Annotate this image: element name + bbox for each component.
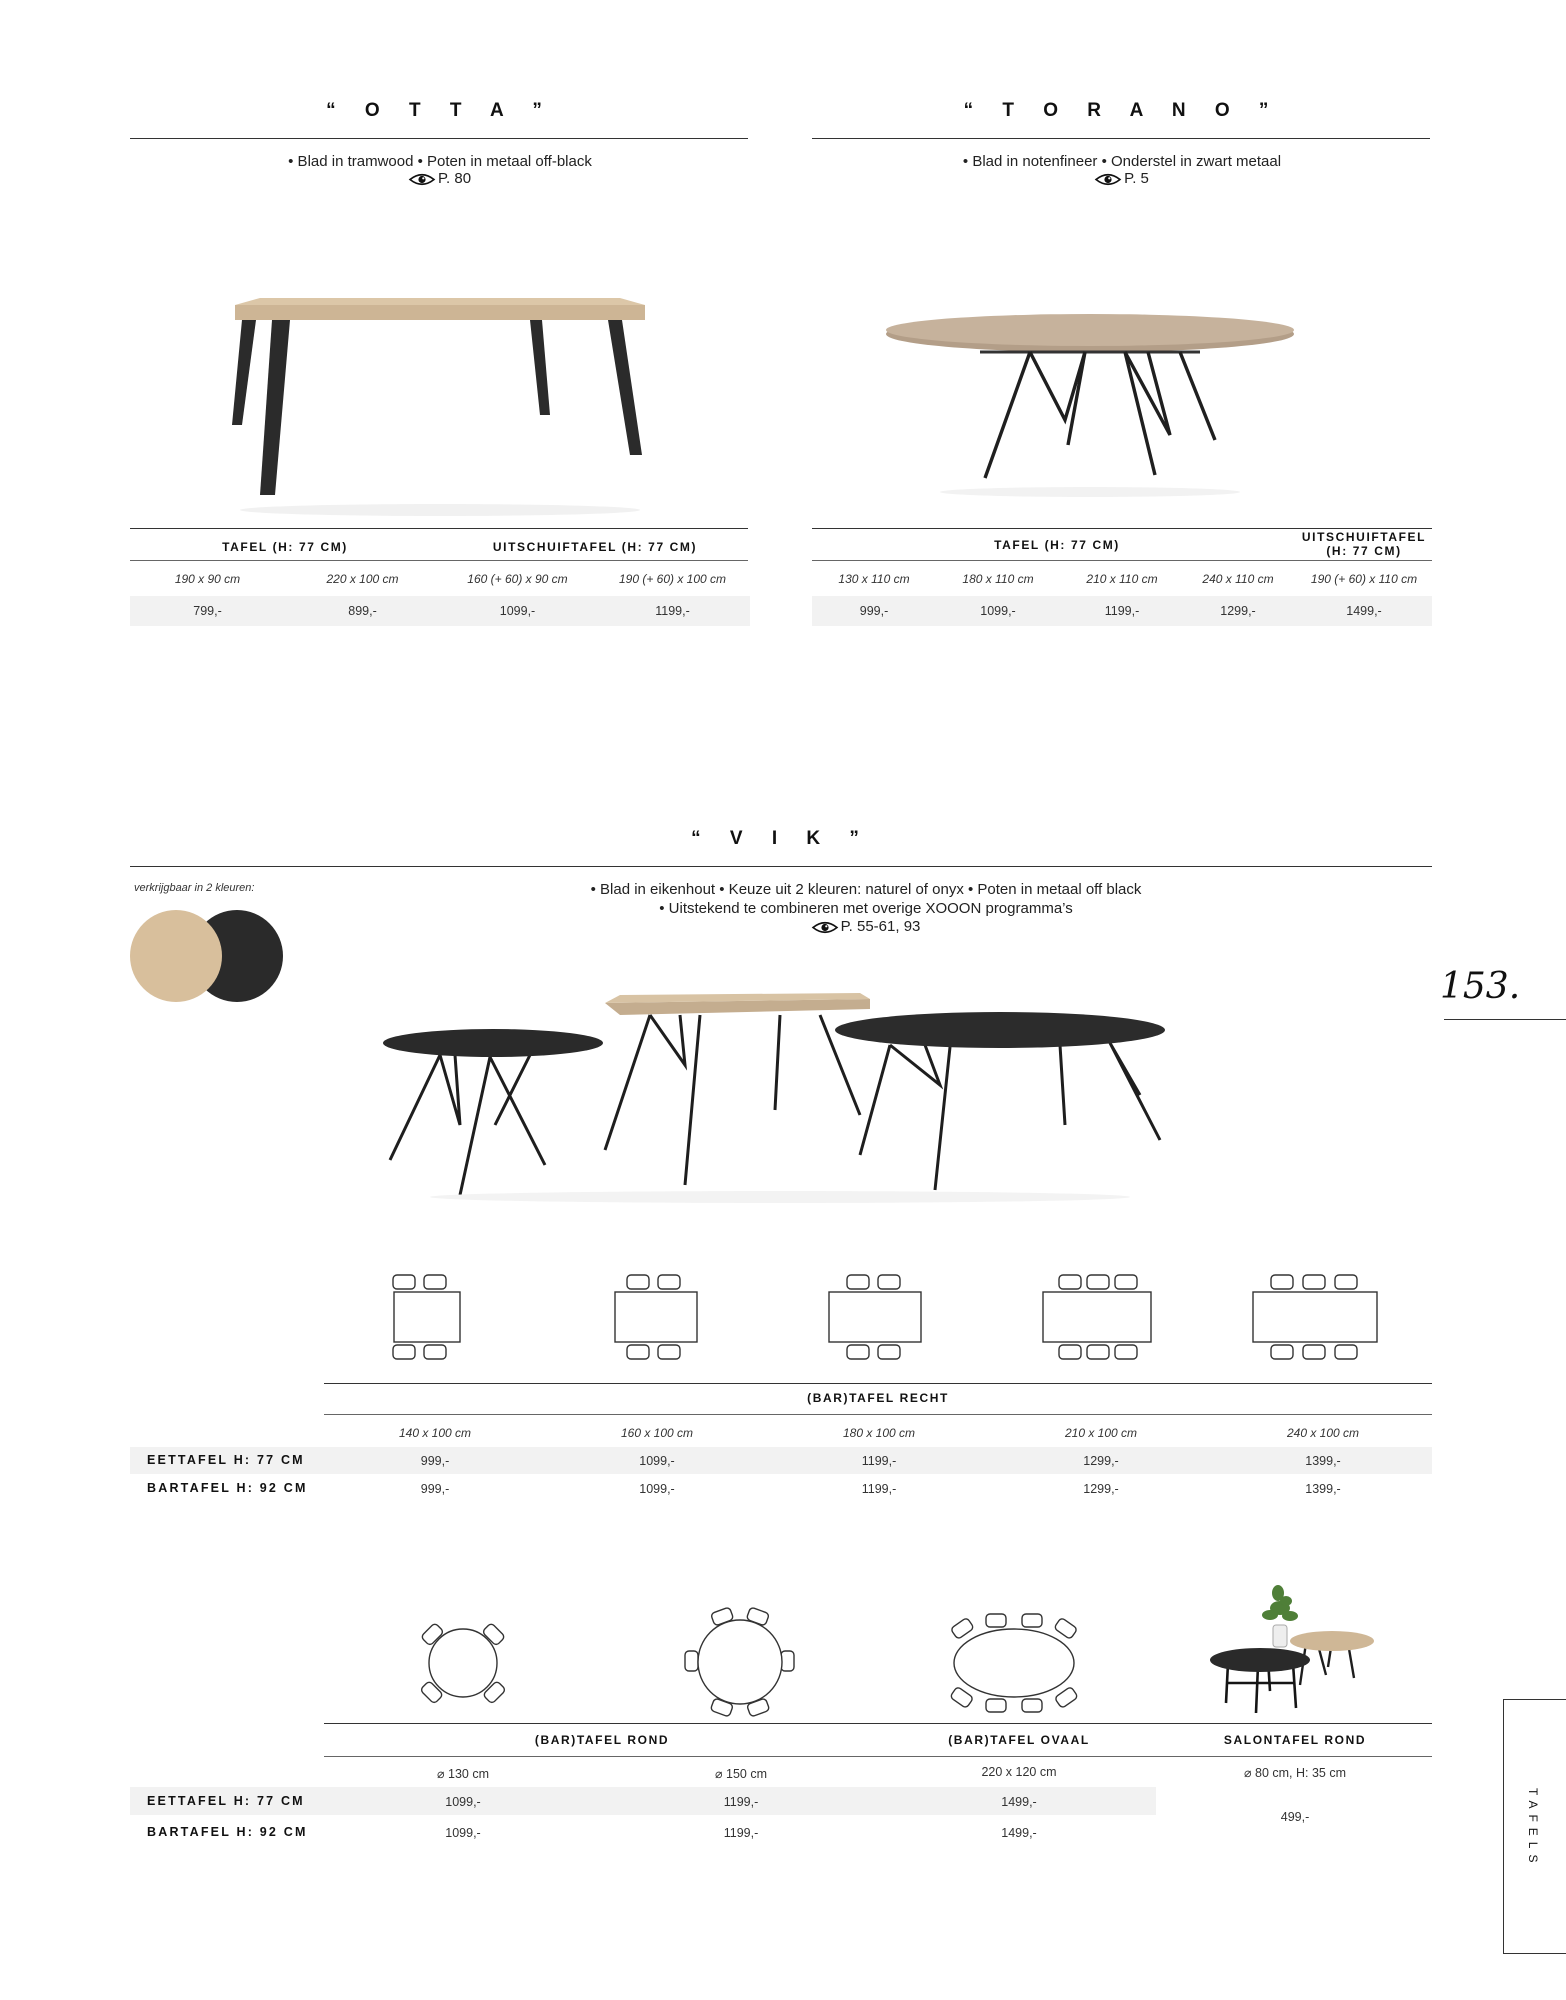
otta-header-uitschuif: UITSCHUIFTAFEL (H: 77 CM): [492, 540, 698, 554]
torano-size-2: 180 x 110 cm: [962, 572, 1034, 586]
recht-row-1-price-1: 999,-: [420, 1454, 450, 1468]
recht-row-2-price-4: 1299,-: [1083, 1482, 1119, 1496]
vik-tables-image: [380, 985, 1180, 1205]
rond-row-2-label: BARTAFEL H: 92 CM: [147, 1825, 308, 1839]
salontafel-price: 499,-: [1280, 1810, 1310, 1824]
section-tab-label: TAFELS: [1526, 1788, 1540, 1869]
torano-table-top-rule: [812, 528, 1432, 529]
recht-row-2-price-1: 999,-: [420, 1482, 450, 1496]
otta-table-top-rule: [130, 528, 748, 529]
rond-top-rule: [324, 1723, 1432, 1724]
recht-row-1-label: EETTAFEL H: 77 CM: [147, 1453, 305, 1467]
torano-header-uitschuif-line2: (H: 77 CM): [1326, 544, 1402, 558]
torano-size-5: 190 (+ 60) x 110 cm: [1310, 572, 1418, 586]
torano-description: • Blad in notenfineer • Onderstel in zwart metaal: [962, 153, 1282, 170]
otta-header-rule: [130, 560, 748, 561]
vik-description-1: • Blad in eikenhout • Keuze uit 2 kleuren: naturel of onyx • Poten in metaal off black: [590, 881, 1142, 898]
salontafel-size: ⌀ 80 cm, H: 35 cm: [1244, 1766, 1346, 1780]
torano-title: “ T O R A N O ”: [963, 100, 1281, 121]
recht-size-2: 160 x 100 cm: [620, 1426, 694, 1440]
vik-available-label: verkrijgbaar in 2 kleuren:: [134, 882, 255, 894]
recht-row-2-price-5: 1399,-: [1305, 1482, 1341, 1496]
recht-row-1-price-5: 1399,-: [1305, 1454, 1341, 1468]
torano-header-rule: [812, 560, 1432, 561]
otta-size-1: 190 x 90 cm: [174, 572, 241, 586]
rond-header-rule: [324, 1756, 1432, 1757]
recht-row-1-price-3: 1199,-: [861, 1454, 897, 1468]
rond-row-1-price-2: 1199,-: [723, 1795, 759, 1809]
vik-ref-text: P. 55-61, 93: [840, 918, 921, 935]
rond-header: (BAR)TAFEL ROND: [534, 1733, 670, 1747]
otta-title-rule: [130, 138, 748, 139]
recht-row-2-label: BARTAFEL H: 92 CM: [147, 1481, 308, 1495]
otta-description: • Blad in tramwood • Poten in metaal off-black: [288, 153, 592, 170]
otta-price-3: 1099,-: [499, 604, 536, 618]
torano-header-tafel: TAFEL (H: 77 CM): [994, 538, 1120, 552]
recht-size-4: 210 x 100 cm: [1064, 1426, 1138, 1440]
otta-size-3: 160 (+ 60) x 90 cm: [467, 572, 568, 586]
recht-size-3: 180 x 100 cm: [842, 1426, 916, 1440]
rond-row-1-price-1: 1099,-: [445, 1795, 481, 1809]
vik-title-rule: [130, 866, 1432, 867]
recht-header-rule: [324, 1414, 1432, 1415]
eye-icon: [1095, 173, 1121, 186]
recht-row-2-price-2: 1099,-: [639, 1482, 675, 1496]
vik-color-swatches: [130, 906, 280, 1006]
vik-description-2: • Uitstekend te combineren met overige XOOON programma’s: [659, 900, 1073, 917]
vik-page-ref: [300, 918, 1432, 935]
torano-title-rule: [812, 138, 1430, 139]
rond-row-1-price-3: 1499,-: [1001, 1795, 1037, 1809]
otta-price-1: 799,-: [193, 604, 222, 618]
torano-size-3: 210 x 110 cm: [1086, 572, 1158, 586]
torano-size-4: 240 x 110 cm: [1202, 572, 1274, 586]
eye-icon: [409, 173, 435, 186]
naturel-swatch: [130, 910, 222, 1002]
torano-price-4: 1299,-: [1220, 604, 1256, 618]
section-tab[interactable]: [1503, 1699, 1566, 1954]
torano-table-image: [880, 300, 1300, 500]
diagram-180x100: [827, 1273, 925, 1361]
ovaal-header: (BAR)TAFEL OVAAL: [948, 1733, 1090, 1747]
rond-row-1-label: EETTAFEL H: 77 CM: [147, 1794, 305, 1808]
page-number: 153.: [1440, 966, 1521, 1007]
torano-price-5: 1499,-: [1346, 604, 1382, 618]
rond-row-2-price-3: 1499,-: [1001, 1826, 1037, 1840]
otta-page-ref: [130, 170, 750, 187]
torano-header-uitschuif: [1300, 530, 1428, 558]
recht-top-rule: [324, 1383, 1432, 1384]
diagram-160x100: [613, 1273, 701, 1361]
torano-page-ref: [812, 170, 1432, 187]
otta-title: “ O T T A ”: [326, 100, 554, 121]
diagram-140x100: [390, 1273, 464, 1361]
diagram-240x100: [1251, 1273, 1379, 1361]
recht-row-2-price-3: 1199,-: [861, 1482, 897, 1496]
diagram-oval-220x120: [946, 1612, 1082, 1714]
otta-price-2: 899,-: [348, 604, 377, 618]
salontafel-header: SALONTAFEL ROND: [1223, 1733, 1367, 1747]
recht-row-1-price-4: 1299,-: [1083, 1454, 1119, 1468]
torano-price-3: 1199,-: [1104, 604, 1140, 618]
rond-size-130: ⌀ 130 cm: [437, 1767, 489, 1781]
eye-icon: [812, 921, 838, 934]
torano-ref-text: P. 5: [1124, 170, 1149, 187]
page-number-rule: [1444, 1019, 1566, 1020]
rond-row-2-price-1: 1099,-: [445, 1826, 481, 1840]
torano-price-2: 1099,-: [980, 604, 1016, 618]
ovaal-size: 220 x 120 cm: [981, 1765, 1057, 1779]
diagram-round-150: [686, 1608, 794, 1716]
rond-size-150: ⌀ 150 cm: [715, 1767, 767, 1781]
recht-size-5: 240 x 100 cm: [1286, 1426, 1360, 1440]
otta-size-4: 190 (+ 60) x 100 cm: [618, 572, 727, 586]
vik-title: “ V I K ”: [691, 828, 871, 849]
otta-header-tafel: TAFEL (H: 77 CM): [222, 540, 348, 554]
torano-size-1: 130 x 110 cm: [838, 572, 910, 586]
otta-ref-text: P. 80: [437, 170, 472, 187]
otta-size-2: 220 x 100 cm: [326, 572, 399, 586]
recht-size-1: 140 x 100 cm: [398, 1426, 472, 1440]
torano-header-uitschuif-line1: UITSCHUIFTAFEL: [1301, 530, 1427, 544]
diagram-210x100: [1041, 1273, 1155, 1361]
otta-table-image: [220, 290, 660, 520]
salontafel-image: [1208, 1563, 1378, 1718]
otta-price-4: 1199,-: [655, 604, 690, 618]
torano-price-1: 999,-: [859, 604, 889, 618]
recht-row-1-price-2: 1099,-: [639, 1454, 675, 1468]
recht-header: (BAR)TAFEL RECHT: [807, 1391, 949, 1405]
diagram-round-130: [420, 1620, 506, 1706]
rond-row-2-price-2: 1199,-: [723, 1826, 759, 1840]
